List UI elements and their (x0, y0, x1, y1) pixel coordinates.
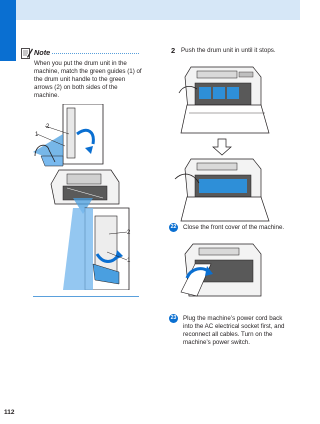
step-number-badge: 23 (170, 315, 177, 321)
step-text: Close the front cover of the machine. (183, 224, 285, 231)
note-divider-top (52, 53, 139, 54)
callout-2-bottom: 2 (127, 230, 131, 236)
note-text: When you put the drum unit in the machine, match the green guides (1) of the drum unit handle to the green arrows (2) on both sides of the machine. (34, 60, 142, 99)
down-arrow-icon (213, 139, 231, 155)
chapter-tab (0, 0, 16, 61)
step-number-badge: 22 (170, 224, 177, 230)
step-number: 2 (171, 46, 176, 55)
push-drum-illustration (169, 63, 275, 223)
note-divider-bottom (33, 296, 139, 297)
header-band (0, 0, 300, 20)
step-text: Plug the machine’s power cord back into the AC electrical socket first, and reconnect all cables. Turn on the machine’s power switch. (183, 315, 285, 346)
note-title: Note (34, 48, 51, 57)
page-number: 112 (4, 409, 15, 416)
callout-1-bottom: 1 (127, 258, 131, 264)
step-text: Push the drum unit in until it stops. (181, 47, 276, 54)
close-cover-illustration (171, 242, 275, 298)
callout-2-top: 2 (46, 124, 50, 130)
callout-1-top: 1 (35, 132, 39, 138)
note-pencil-icon (21, 47, 33, 59)
